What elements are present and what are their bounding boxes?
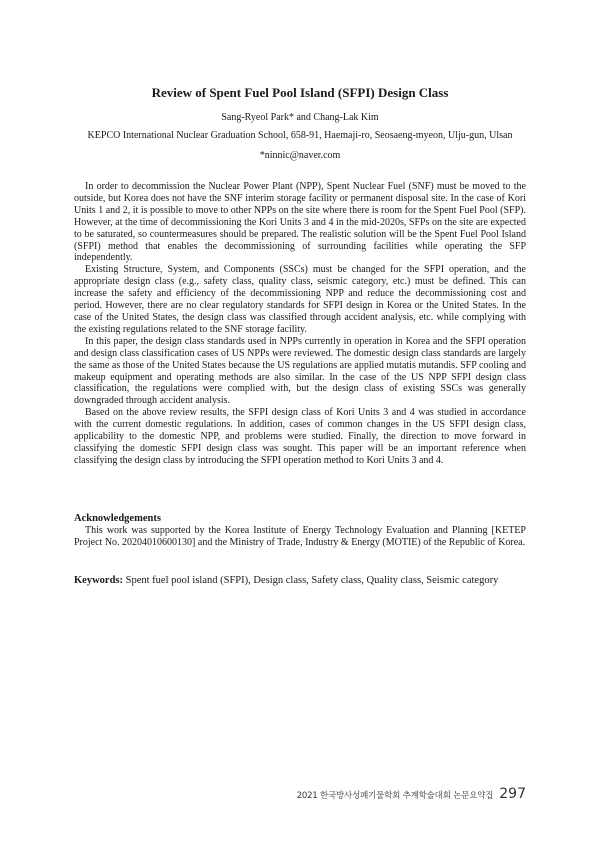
abstract-paragraph: Based on the above review results, the SFPI design class of Kori Units 3 and 4 was studied in accordance with the current domestic regulations. In addition, cases of common changes in the US SFPI design class, applicability to the domestic NPP, and problems were studied. Finally, the direction to move forward in classifying the domestic SFPI design class was sought. This paper will be an important reference when classifying the design class by introducing the SFPI operation method to Kori Units 3 and 4.	[74, 407, 526, 466]
abstract-paragraph: Existing Structure, System, and Components (SSCs) must be changed for the SFPI operation, and the appropriate design class (e.g., safety class, quality class, seismic category, etc.) must be defined. This can increase the safety and efficiency of the decommissioning NPP and reduce the decommissioning cost and period. However, there are no clear regulatory standards for SFPI design in Korea or the United States. In the case of the United States, the design class was classified through accident analysis, etc. while complying with the existing regulations related to the SNF storage facility.	[74, 264, 526, 335]
keywords-line	[74, 575, 544, 587]
acknowledgements-section	[74, 525, 526, 549]
keywords-label: Keywords:	[74, 575, 123, 586]
paper-affiliation: KEPCO International Nuclear Graduation School, 658-91, Haemaji-ro, Seosaeng-myeon, Ulju-gun, Ulsan	[87, 130, 513, 141]
abstract-paragraph: In order to decommission the Nuclear Power Plant (NPP), Spent Nuclear Fuel (SNF) must be moved to the outside, but Korea does not have the SNF interim storage facility or permanent disposal site. In the case of Kori Units 1 and 2, it is possible to move to other NPPs on the site where there is room for the Spent Fuel Pool (SFP). However, at the time of decommissioning the Kori Units 3 and 4 in the mid-2020s, SFPs on the site are expected to be saturated, so countermeasures should be prepared. The realistic solution will be the Spent Fuel Pool Island (SFPI) method that enables the decommissioning of surrounding facilities while operating the SFP independently.	[74, 181, 526, 264]
paper-title: Review of Spent Fuel Pool Island (SFPI) Design Class	[151, 85, 449, 100]
acknowledgements-text: This work was supported by the Korea Institute of Energy Technology Evaluation and Planning [KETEP Project No. 20204010600130] and the Ministry of Trade, Industry & Energy (MOTIE) of the Republic of Korea.	[74, 525, 526, 548]
abstract-paragraph: In this paper, the design class standards used in NPPs currently in operation in Korea and the SFPI operation and design class classification cases of US NPPs were reviewed. The domestic design class standards are largely the same as those of the United States because the US regulations are applied mutatis mutandis. SFP cooling and makeup equipment and operating methods are also similar. In the case of the US NPP SFPI design class classification, the regulations were complied with, but the design class of existing SSCs was generally downgraded through accident analysis.	[74, 335, 526, 407]
acknowledgements-heading: Acknowledgements	[74, 513, 161, 524]
abstract-body	[74, 181, 526, 467]
page-footer	[297, 786, 526, 802]
conference-name: 2021 한국방사성폐기물학회 추계학술대회 논문요약집	[296, 791, 494, 801]
page-number: 297	[499, 786, 526, 802]
corresponding-email: *ninnic@naver.com	[259, 150, 341, 161]
paper-authors: Sang-Ryeol Park* and Chang-Lak Kim	[221, 112, 379, 123]
keywords-text: Spent fuel pool island (SFPI), Design class, Safety class, Quality class, Seismic category	[125, 575, 499, 586]
